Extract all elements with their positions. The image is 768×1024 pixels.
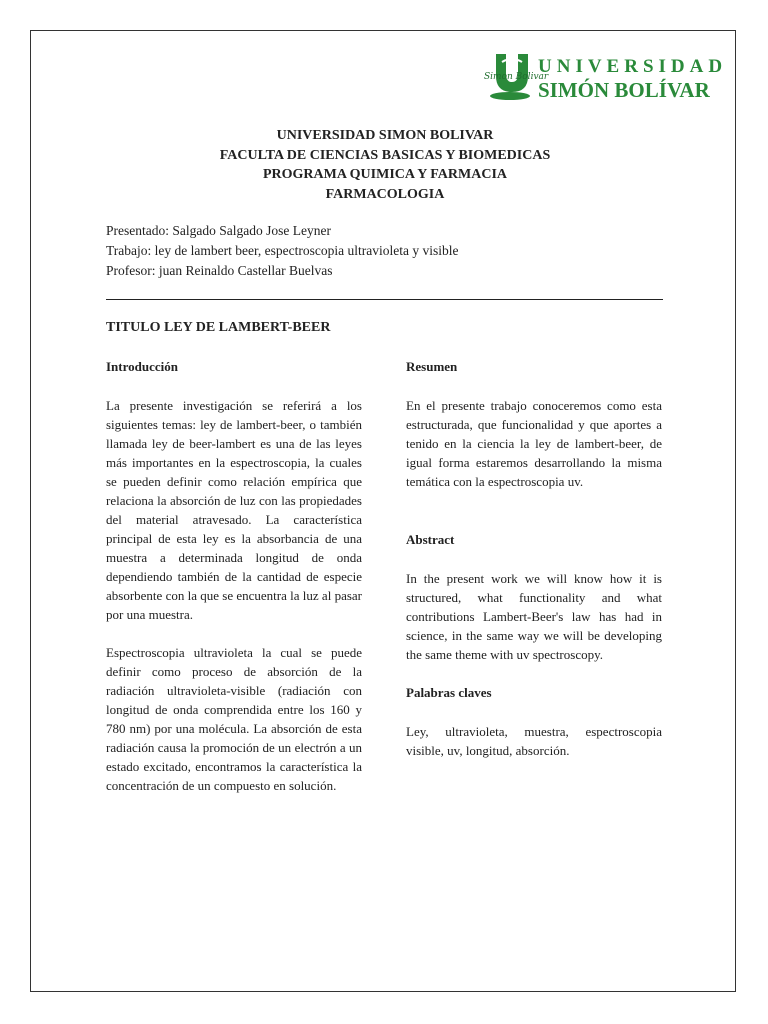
document-meta: [106, 221, 666, 281]
header-university: UNIVERSIDAD SIMON BOLIVAR: [276, 128, 494, 143]
left-column: [106, 358, 362, 795]
abstract-paragraph: In the present work we will know how it is structured, what functionality and what contributions Lambert-Beer's law has had in science, in the same way we will be developing the same theme with uv spectroscopy.: [406, 571, 662, 662]
meta-presentado: Presentado: Salgado Salgado Jose Leyner: [106, 223, 331, 238]
header-faculty: FACULTA DE CIENCIAS BASICAS Y BIOMEDICAS: [219, 147, 551, 163]
palabras-claves-paragraph: Ley, ultravioleta, muestra, espectroscopia visible, uv, longitud, absorción.: [406, 724, 662, 758]
header-course: FARMACOLOGIA: [325, 186, 445, 202]
document-header: [90, 126, 680, 204]
logo-wordmark-line2: SIMÓN BOLÍVAR: [538, 78, 710, 102]
meta-trabajo: Trabajo: ley de lambert beer, espectroscopia ultravioleta y visible: [106, 243, 459, 258]
resumen-paragraph: En el presente trabajo conoceremos como esta estructurada, que funcionalidad y que aportes a tenido en la ciencia la ley de lambert-beer, de igual forma estaremos desarrollando la misma temática con la espectroscopia uv.: [406, 398, 662, 489]
right-column: [406, 358, 662, 760]
meta-profesor: Profesor: juan Reinaldo Castellar Buelvas: [106, 263, 333, 278]
intro-paragraph-2: Espectroscopia ultravioleta la cual se puede definir como proceso de absorción de la radiación ultravioleta-visible (radiación con longitud de onda comprendida entre los 160 y 780 nm) por una molécula. La absorción de esta radiación causa la promoción de un electrón a un estado excitado, encontramos la característica la concentración de un compuesto en solución.: [106, 645, 362, 793]
logo-wordmark-line1: UNIVERSIDAD: [538, 56, 728, 77]
intro-paragraph-1: La presente investigación se referirá a los siguientes temas: ley de lambert-beer, o también llamada ley de beer-lambert es una de las leyes más importantes en la espectroscopia, la cuales se pueden definir como relación empírica que relaciona la absorción de luz con las propiedades del material atravesado. La característica principal de esta ley es la absorbancia de una muestra a determinada longitud de onda dependiendo también de la cantidad de especie absorbente con la que se encuentra la luz al pasar por una muestra.: [106, 398, 362, 622]
palabras-claves-heading: Palabras claves: [406, 685, 492, 700]
document-title: TITULO LEY DE LAMBERT-BEER: [106, 320, 331, 335]
horizontal-divider: [106, 299, 663, 300]
abstract-heading: Abstract: [406, 532, 455, 547]
intro-heading: Introducción: [106, 359, 178, 374]
logo-signature: Simon Bolivar: [484, 72, 549, 82]
university-logo: [482, 52, 728, 104]
header-program: PROGRAMA QUIMICA Y FARMACIA: [262, 167, 508, 182]
resumen-heading: Resumen: [406, 359, 458, 374]
